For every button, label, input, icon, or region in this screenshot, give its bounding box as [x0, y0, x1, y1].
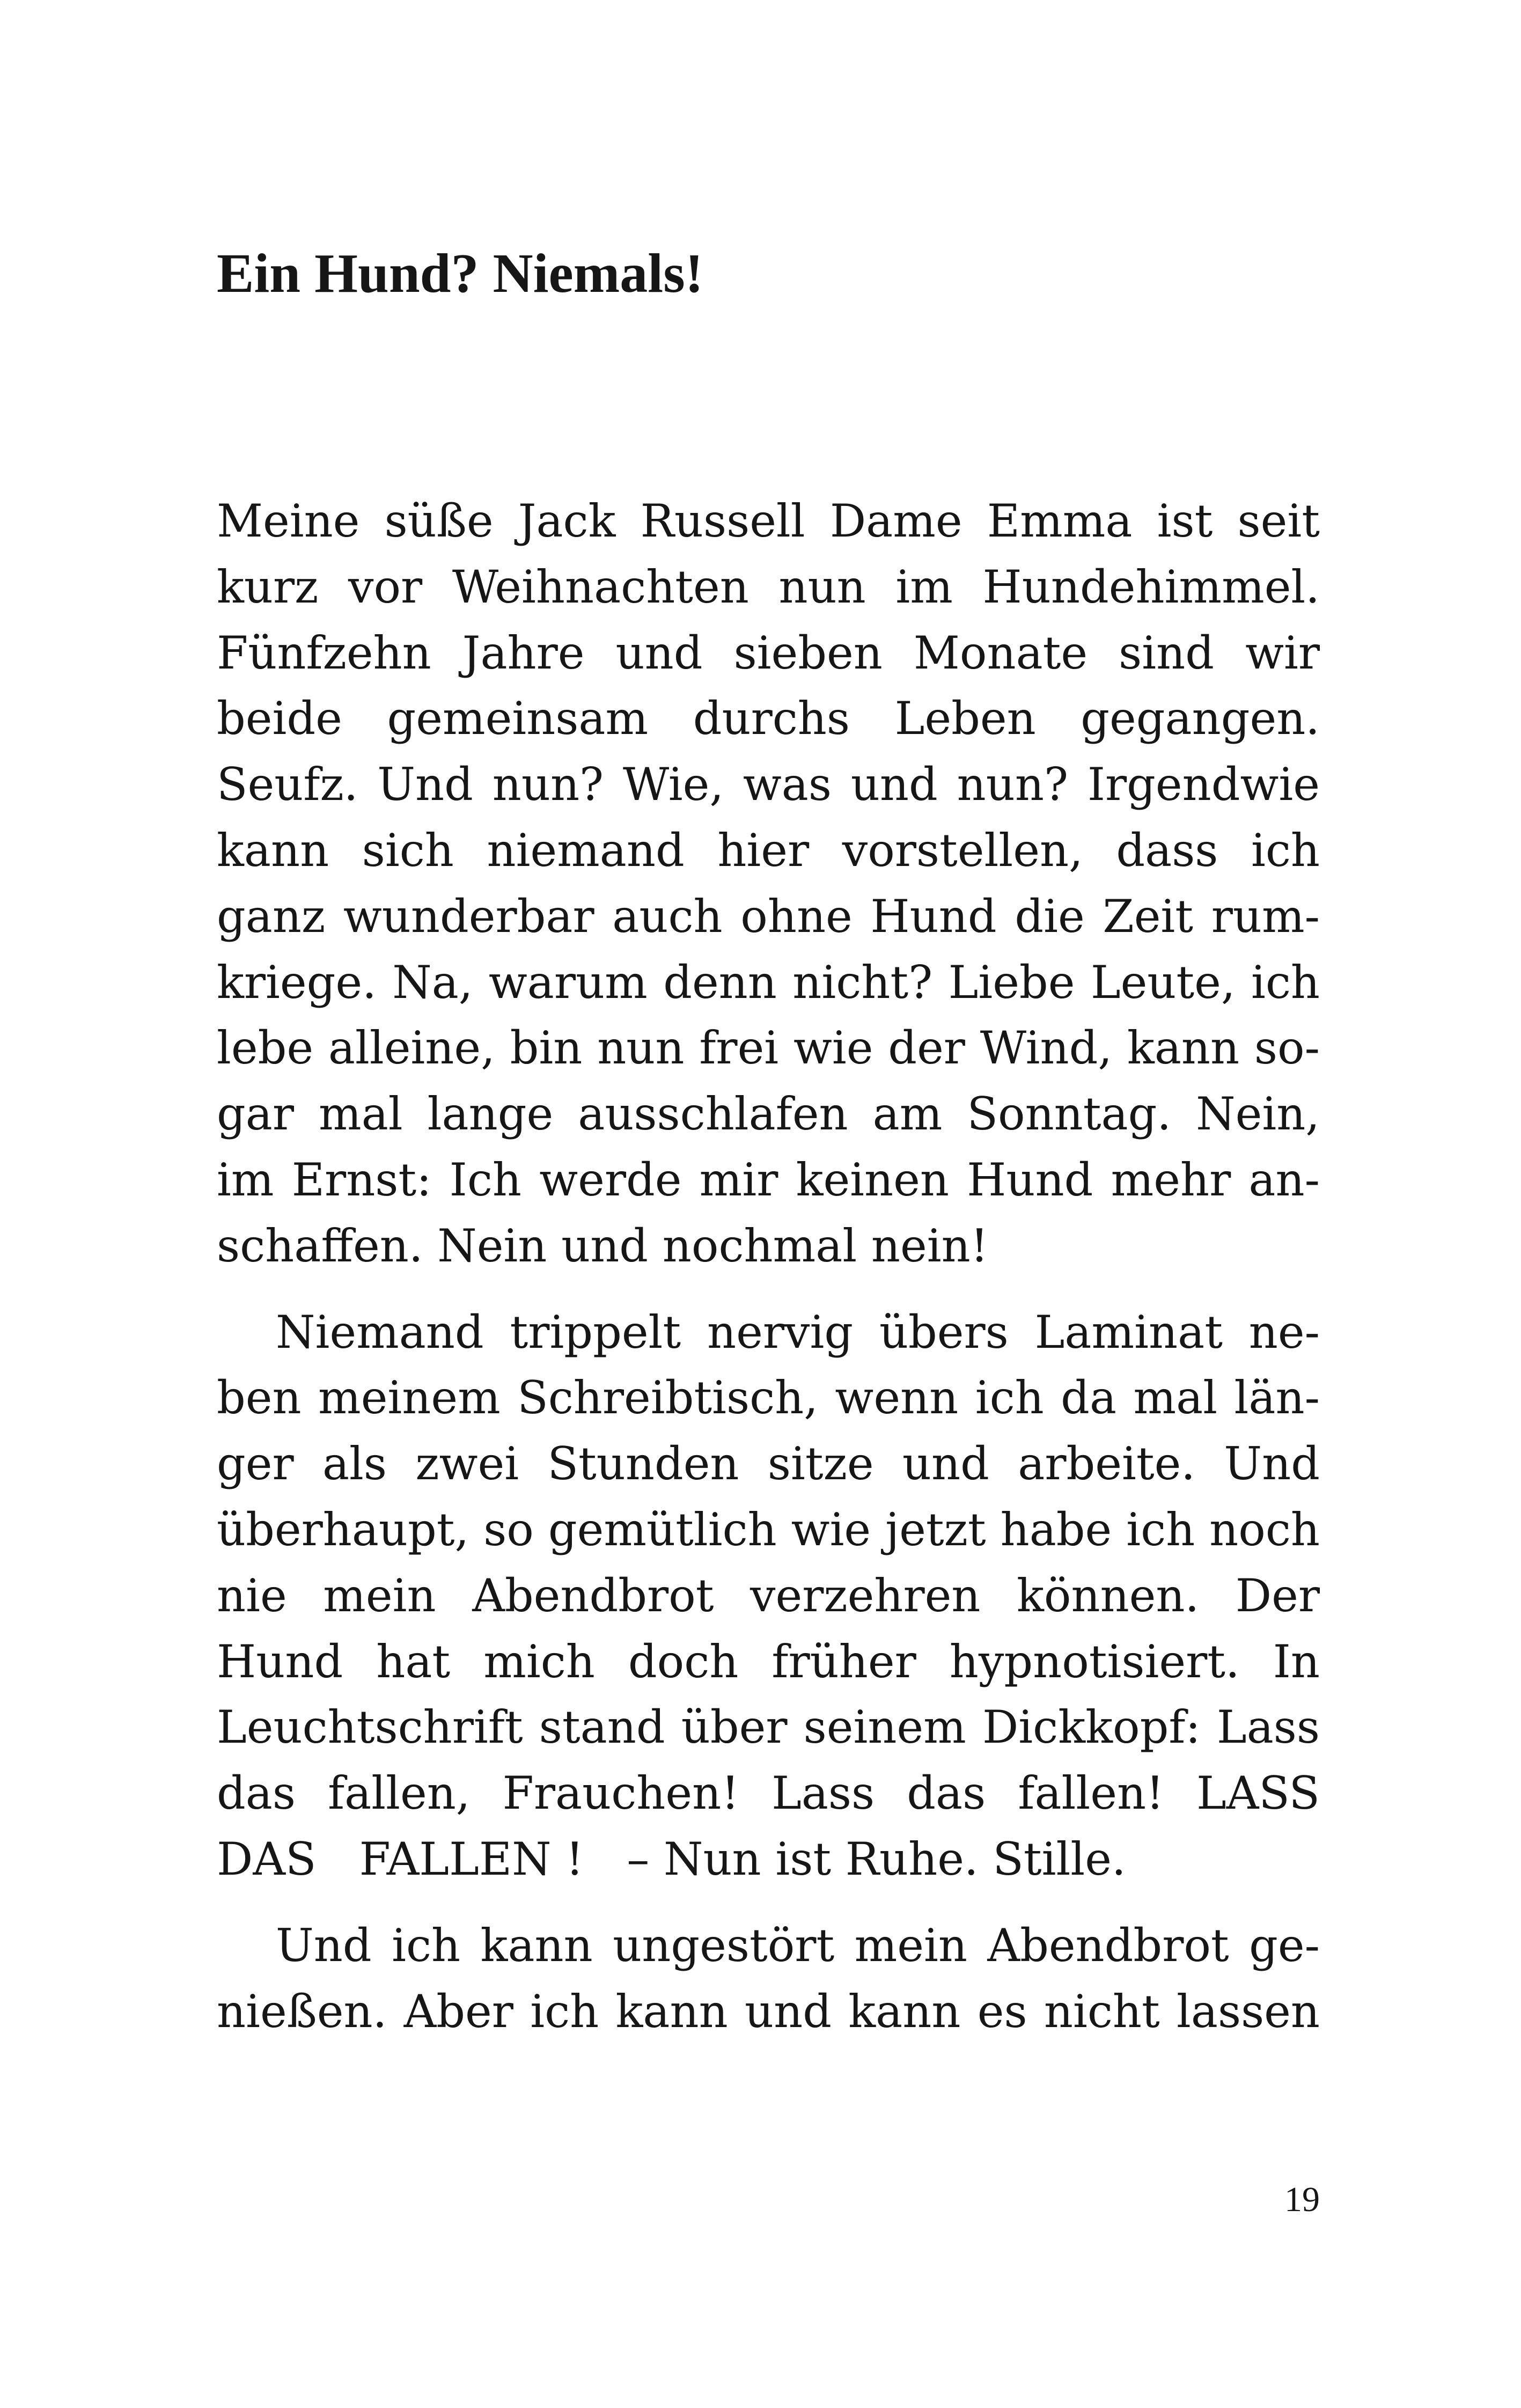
text-line: Und ich kann ungestört mein Abendbrot ge-: [276, 1919, 1320, 1972]
text-line: nie mein Abendbrot verzehren können. Der: [217, 1569, 1320, 1622]
text-line: Seufz. Und nun? Wie, was und nun? Irgendwie: [217, 758, 1320, 811]
text-line: nießen. Aber ich kann und kann es nicht lassen: [217, 1985, 1320, 2038]
text-line: schaffen. Nein und nochmal nein!: [217, 1219, 989, 1272]
page-number: 19: [1284, 2180, 1320, 2219]
text-line: das fallen, Frauchen! Lass das fallen! LASS: [217, 1767, 1320, 1820]
chapter-title: Ein Hund? Niemals!: [217, 243, 704, 304]
text-line: Hund hat mich doch früher hypnotisiert. In: [217, 1635, 1320, 1688]
paragraph: [217, 1300, 1320, 1892]
paragraph: [217, 1913, 1320, 2045]
text-line: ger als zwei Stunden sitze und arbeite. Und: [217, 1437, 1320, 1491]
text-line: ben meinem Schreibtisch, wenn ich da mal län-: [217, 1371, 1320, 1425]
text-line: Fünfzehn Jahre und sieben Monate sind wir: [217, 626, 1320, 679]
text-line: gar mal lange ausschlafen am Sonntag. Nein,: [217, 1088, 1320, 1141]
text-line: DAS FALLEN ! – Nun ist Ruhe. Stille.: [217, 1832, 1126, 1885]
text-line: kurz vor Weihnachten nun im Hundehimmel.: [217, 560, 1320, 613]
text-line: überhaupt, so gemütlich wie jetzt habe ich noch: [217, 1503, 1320, 1556]
text-line: lebe alleine, bin nun frei wie der Wind, kann so-: [217, 1022, 1320, 1075]
text-line: Niemand trippelt nervig übers Laminat ne-: [276, 1305, 1320, 1359]
text-line: Meine süße Jack Russell Dame Emma ist seit: [217, 495, 1320, 547]
text-line: kann sich niemand hier vorstellen, dass ich: [217, 824, 1320, 877]
text-line: kriege. Na, warum denn nicht? Liebe Leute, ich: [217, 956, 1320, 1009]
text-line: ganz wunderbar auch ohne Hund die Zeit rum-: [217, 890, 1320, 943]
paragraph: [217, 488, 1320, 1279]
body-text: [217, 488, 1320, 2044]
text-line: im Ernst: Ich werde mir keinen Hund mehr an-: [217, 1153, 1320, 1206]
text-line: Leuchtschrift stand über seinem Dickkopf: Lass: [217, 1701, 1320, 1754]
text-line: beide gemeinsam durchs Leben gegangen.: [217, 692, 1320, 745]
